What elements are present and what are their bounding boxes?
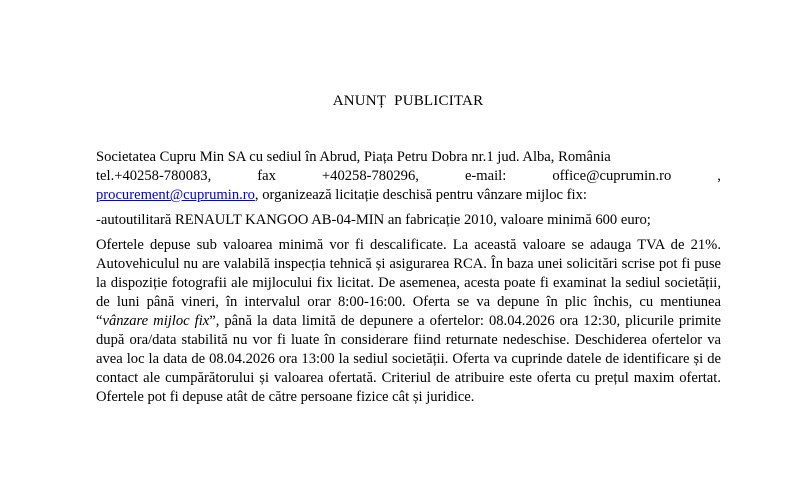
sale-mention-italic: vânzare mijloc fix — [102, 313, 210, 329]
conditions-text-part1: Ofertele depuse sub valoarea minimă vor fi descalificate. La această valoare se adauga TVA de 21%. Autovehiculul nu are valabilă inspecția tehnică și asigurarea RCA. În baza unei solicitări scrise pot fi puse la dispoziție fotografii ale mijlocului fix licitat. De asemenea, acesta poate fi examinat la sediul societății, de luni până vineri, în intervalul orar 8:00-16:00. Oferta se va depune în plic închis, cu mentiunea “ — [96, 237, 721, 329]
conditions-text-part2: ”, până la data limită de depunere a ofertelor: 08.04.2026 ora 12:30, plicurile primite după ora/data stabilită nu vor fi luate în considerare fiind returnate nedeschise. Deschiderea ofertelor va avea loc la data de 08.04.2026 ora 13:00 la sediul societății. Oferta va cuprinde datele de identificare și de contact ale cumpărătorului și valoarea ofertată. Criteriul de atribuire este oferta cu prețul maxim ofertat. Ofertele pot fi depuse atât de către persoane fizice cât și juridice. — [96, 313, 721, 405]
procurement-email-link[interactable]: procurement@cuprumin.ro — [96, 187, 255, 203]
contact-line — [96, 167, 721, 186]
document-title: ANUNȚ PUBLICITAR — [332, 93, 484, 109]
office-email: office@cuprumin.ro — [552, 168, 672, 184]
procurement-line — [96, 186, 721, 205]
fax-label: fax — [257, 168, 276, 184]
fax-number: +40258-780296, — [321, 168, 419, 184]
auction-intro-text: , organizează licitație deschisă pentru vânzare mijloc fix: — [254, 187, 587, 203]
email-label: e-mail: — [464, 168, 507, 184]
vehicle-item: -autoutilitară RENAULT KANGOO AB-04-MIN an fabricație 2010, valoare minimă 600 euro; — [96, 212, 651, 228]
company-paragraph — [96, 148, 721, 205]
conditions-paragraph — [96, 236, 721, 407]
comma-separator: , — [717, 168, 721, 184]
company-address-line: Societatea Cupru Min SA cu sediul în Abrud, Piața Petru Dobra nr.1 jud. Alba, România — [96, 149, 611, 165]
phone-text: tel.+40258-780083, — [96, 168, 212, 184]
